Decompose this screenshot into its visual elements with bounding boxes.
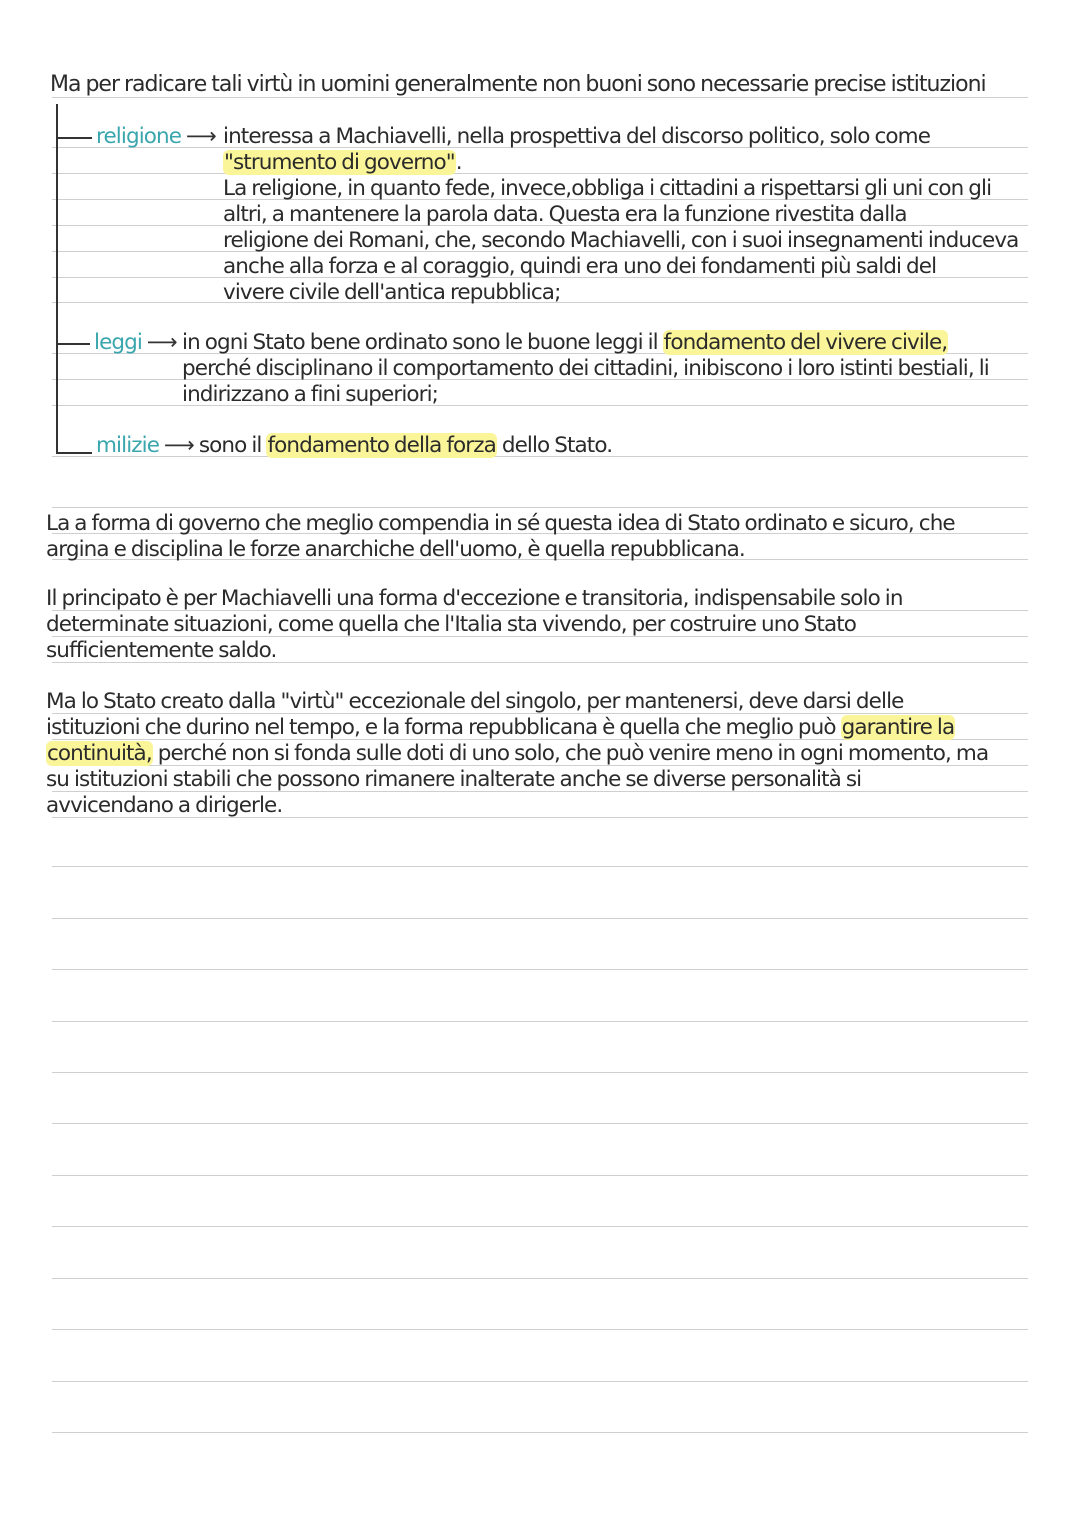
arrow-icon: ⟶ xyxy=(186,124,216,149)
p3-line-3-post: perché non si fonda sulle doti di uno solo, che può venire meno in ogni momento, ma xyxy=(152,741,989,766)
ruled-line xyxy=(52,1072,1028,1073)
ruled-line xyxy=(52,1432,1028,1433)
religione-row xyxy=(96,124,216,150)
religione-line-1: interessa a Machiavelli, nella prospettiva del discorso politico, solo come xyxy=(223,124,931,149)
ruled-line xyxy=(52,1381,1028,1382)
leggi-label: leggi xyxy=(94,330,142,355)
p3-line-3 xyxy=(46,741,988,767)
p3-line-2-pre: istituzioni che durino nel tempo, e la forma repubblicana è quella che meglio può xyxy=(46,715,841,740)
arrow-icon: ⟶ xyxy=(146,330,177,355)
p3-line-5: avvicendano a dirigerle. xyxy=(46,793,283,818)
leggi-line-1-pre: in ogni Stato bene ordinato sono le buone leggi il xyxy=(182,330,663,355)
p2-line-2: determinate situazioni, come quella che l'Italia sta vivendo, per costruire uno Stato xyxy=(46,612,857,637)
tree-vertical-line xyxy=(56,104,58,454)
ruled-line xyxy=(52,1329,1028,1330)
ruled-line xyxy=(52,866,1028,867)
highlight-garantire: garantire la xyxy=(841,715,955,740)
religione-line-7: vivere civile dell'antica repubblica; xyxy=(223,280,561,305)
religione-line-4: altri, a mantenere la parola data. Questa era la funzione rivestita dalla xyxy=(223,202,907,227)
ruled-line xyxy=(52,1021,1028,1022)
p3-line-2 xyxy=(46,715,955,741)
leggi-line-3: indirizzano a fini superiori; xyxy=(182,382,439,407)
ruled-line xyxy=(52,173,1028,174)
highlight-strumento: "strumento di governo" xyxy=(224,150,455,175)
ruled-line xyxy=(52,969,1028,970)
p3-line-4: su istituzioni stabili che possono rimanere inalterate anche se diverse personalità si xyxy=(46,767,862,792)
intro-text: Ma per radicare tali virtù in uomini generalmente non buoni sono necessarie precise istituzioni xyxy=(50,72,986,97)
leggi-row xyxy=(94,330,177,356)
p1-line-2: argina e disciplina le forze anarchiche dell'uomo, è quella repubblicana. xyxy=(46,537,745,562)
ruled-line xyxy=(52,1278,1028,1279)
p3-line-1: Ma lo Stato creato dalla "virtù" eccezionale del singolo, per mantenersi, deve darsi delle xyxy=(46,689,904,714)
highlight-forza: fondamento della forza xyxy=(267,433,496,458)
religione-line-5: religione dei Romani, che, secondo Machiavelli, con i suoi insegnamenti induceva xyxy=(223,228,1019,253)
religione-label: religione xyxy=(96,124,182,149)
tree-branch-milizie xyxy=(56,452,92,454)
ruled-line xyxy=(52,1226,1028,1227)
religione-line-3: La religione, in quanto fede, invece,obbliga i cittadini a rispettarsi gli uni con gli xyxy=(223,176,992,201)
milizie-line-post: dello Stato. xyxy=(496,433,613,458)
religione-line-2 xyxy=(223,150,462,176)
leggi-line-2: perché disciplinano il comportamento dei cittadini, inibiscono i loro istinti bestiali, li xyxy=(182,356,989,381)
ruled-line xyxy=(52,918,1028,919)
religione-line-2-tail: . xyxy=(455,150,462,175)
milizie-label: milizie xyxy=(96,433,160,458)
tree-branch-leggi xyxy=(56,343,90,345)
highlight-continuita: continuità, xyxy=(47,741,152,766)
p2-line-1: Il principato è per Machiavelli una forma d'eccezione e transitoria, indispensabile solo in xyxy=(46,586,903,611)
tree-branch-religione xyxy=(56,137,92,139)
religione-line-6: anche alla forza e al coraggio, quindi era uno dei fondamenti più saldi del xyxy=(223,254,937,279)
milizie-line-pre: sono il xyxy=(198,433,267,458)
p2-line-3: sufficientemente saldo. xyxy=(46,638,277,663)
highlight-vivere-civile: fondamento del vivere civile, xyxy=(663,330,948,355)
ruled-line xyxy=(52,1123,1028,1124)
milizie-row xyxy=(96,433,612,459)
p1-line-1: La a forma di governo che meglio compendia in sé questa idea di Stato ordinato e sicuro, che xyxy=(46,511,955,536)
ruled-line xyxy=(52,1175,1028,1176)
arrow-icon: ⟶ xyxy=(164,433,194,458)
leggi-line-1 xyxy=(182,330,948,356)
ruled-line xyxy=(52,507,1028,508)
